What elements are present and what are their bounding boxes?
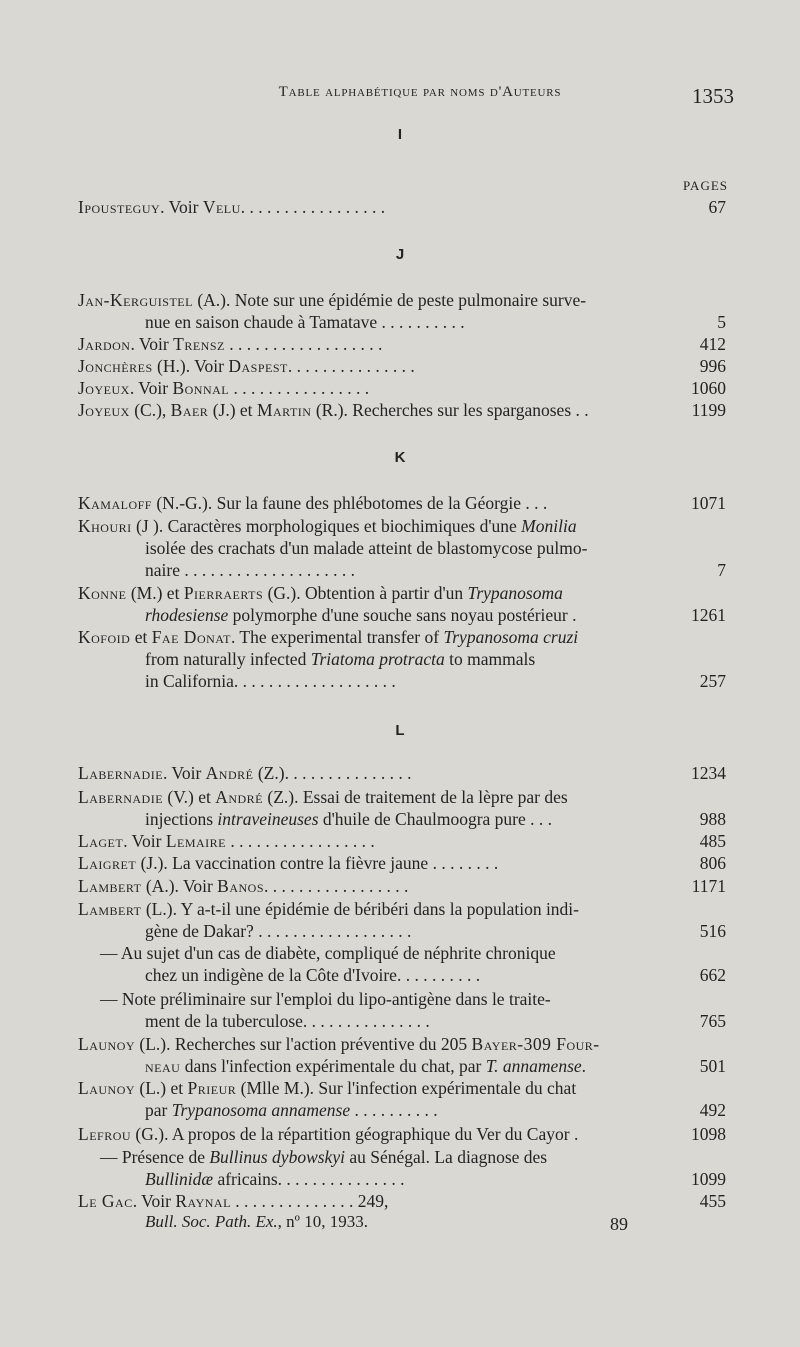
page-ref: 1098 — [691, 1124, 726, 1144]
section-letter-k: K — [394, 449, 406, 466]
entry-le-gac: Le Gac. Voir Raynal . . . . . . . . . . . . . . 249, 455 — [78, 1191, 726, 1211]
entry-labernadie: Labernadie. Voir André (Z.). . . . . . . . . . . . . . . 1234 — [78, 763, 726, 783]
page-ref: 1071 — [691, 493, 726, 513]
entry-laget: Laget. Voir Lemaire . . . . . . . . . . . . . . . . . 485 — [78, 831, 726, 851]
page-ref: 455 — [699, 1191, 726, 1211]
section-letter-j: J — [395, 246, 405, 263]
entry-launoy: Launoy (L.). Recherches sur l'action préventive du 205 Bayer-309 Four- neau dans l'infection expérimentale du chat, par T. annamense. 501 — [78, 1034, 726, 1076]
entry-joyeux-baer-martin: Joyeux (C.), Baer (J.) et Martin (R.). Recherches sur les sparganoses . . 1199 — [78, 400, 726, 420]
page-ref: 485 — [699, 831, 726, 851]
author-name: Launoy — [78, 1078, 136, 1098]
author-name: Jan-Kerguistel — [78, 290, 193, 310]
entry-ipousteguy: Ipousteguy. Voir Velu. . . . . . . . . . . . . . . . . 67 — [78, 197, 726, 217]
journal-name: Bull. Soc. Path. Ex. — [145, 1212, 278, 1231]
page-ref: 516 — [699, 921, 726, 941]
author-name: Ipousteguy — [78, 197, 161, 217]
entry-khouri: Khouri (J ). Caractères morphologiques et biochimiques d'une Monilia isolée des crachats d'un malade atteint de blastomycose pulmo- naire . . . . . . . . . . . . . . . . . . . . 7 — [78, 516, 726, 580]
entry-joncheres: Jonchères (H.). Voir Daspest. . . . . . . . . . . . . . . 996 — [78, 356, 726, 376]
page-ref: 662 — [699, 965, 726, 985]
running-header-title: Table alphabétique par noms d'Auteurs — [278, 84, 562, 100]
author-name: Konne — [78, 583, 127, 603]
page-ref: 5 — [717, 312, 726, 332]
entry-labernadie-andre: Labernadie (V.) et André (Z.). Essai de traitement de la lèpre par des injections intraveineuses d'huile de Chaulmoogra pure . . . 988 — [78, 787, 726, 829]
author-name: Kofoid — [78, 627, 131, 647]
page-ref: 806 — [699, 853, 726, 873]
author-name: Prieur — [187, 1078, 237, 1098]
author-name: Launoy — [78, 1034, 136, 1054]
entry-lefrou: Lefrou (G.). A propos de la répartition géographique du Ver du Cayor . 1098 — [78, 1124, 726, 1144]
page-ref: 1261 — [691, 605, 726, 625]
entry-lambert-a: Lambert (A.). Voir Banos. . . . . . . . . . . . . . . . . 1171 — [78, 876, 726, 896]
page-ref: 1099 — [691, 1169, 726, 1189]
entry-lambert-l: Lambert (L.). Y a-t-il une épidémie de béribéri dans la population indi- gène de Dakar? . . . . . . . . . . . . . . . . . . 516 — [78, 899, 726, 941]
page-ref: 492 — [699, 1100, 726, 1120]
entry-kofoid-fae-donat: Kofoid et Fae Donat. The experimental transfer of Trypanosoma cruzi from naturally infected Triatoma protracta to mammals in California. . . . . . . . . . . . . . . . . . . 257 — [78, 627, 726, 691]
author-name: Labernadie — [78, 763, 164, 783]
author-name: Pierraerts — [183, 583, 264, 603]
author-name: Joyeux — [78, 400, 130, 420]
page-number: 1353 — [692, 84, 734, 108]
page-ref: 765 — [699, 1011, 726, 1031]
entry-lambert-lipo-antigene: — Note préliminaire sur l'emploi du lipo-antigène dans le traite- ment de la tuberculose. . . . . . . . . . . . . . . 765 — [100, 989, 726, 1031]
page-ref: 1171 — [691, 876, 726, 896]
page-ref: 1199 — [691, 400, 726, 420]
pages-column-label: PAGES — [683, 178, 728, 193]
author-name: Lambert — [78, 899, 142, 919]
section-letter-l: L — [395, 722, 405, 739]
entry-lefrou-bullinus: — Présence de Bullinus dybowskyi au Sénégal. La diagnose des Bullinidæ africains. . . . . . . . . . . . . . . 1099 — [100, 1147, 726, 1189]
author-name: André — [215, 787, 264, 807]
entry-joyeux: Joyeux. Voir Bonnal . . . . . . . . . . . . . . . . 1060 — [78, 378, 726, 398]
entry-laigret: Laigret (J.). La vaccination contre la fièvre jaune . . . . . . . . 806 — [78, 853, 726, 873]
cross-reference: Bonnal — [172, 378, 230, 398]
author-name: Le Gac — [78, 1191, 133, 1211]
author-name: Martin — [256, 400, 312, 420]
page-ref: 257 — [699, 671, 726, 691]
author-name: Labernadie — [78, 787, 164, 807]
entry-launoy-prieur: Launoy (L.) et Prieur (Mlle M.). Sur l'infection expérimentale du chat par Trypanosoma annamense . . . . . . . . . . 492 — [78, 1078, 726, 1120]
author-name: Baer — [170, 400, 209, 420]
cross-reference: Daspest — [228, 356, 288, 376]
author-name: Jardon — [78, 334, 131, 354]
journal-issue: , nº 10, 1933. — [277, 1212, 368, 1231]
author-name: Khouri — [78, 516, 132, 536]
author-name: Jonchères — [78, 356, 153, 376]
page-ref: 1234 — [691, 763, 726, 783]
journal-footer — [145, 1212, 368, 1232]
entry-lambert-diabete: — Au sujet d'un cas de diabète, compliqué de néphrite chronique chez un indigène de la Côte d'Ivoire. . . . . . . . . . 662 — [100, 943, 726, 985]
signature-mark: 89 — [610, 1214, 628, 1234]
cross-reference: Lemaire — [165, 831, 227, 851]
cross-reference: Velu — [202, 197, 241, 217]
page-ref: 1060 — [691, 378, 726, 398]
entry-konne-pierraerts: Konne (M.) et Pierraerts (G.). Obtention à partir d'un Trypanosoma rhodesiense polymorphe d'une souche sans noyau postérieur . 1261 — [78, 583, 726, 625]
entry-kamaloff: Kamaloff (N.-G.). Sur la faune des phlébotomes de la Géorgie . . . 1071 — [78, 493, 726, 513]
cross-reference: Banos — [217, 876, 265, 896]
author-name: Lambert — [78, 876, 142, 896]
page-ref: 7 — [717, 560, 726, 580]
page-ref: 412 — [699, 334, 726, 354]
author-name: Joyeux — [78, 378, 130, 398]
page-ref: 988 — [699, 809, 726, 829]
cross-reference: Raynal — [175, 1191, 231, 1211]
section-letter-i: I — [397, 126, 403, 143]
page-ref: 501 — [699, 1056, 726, 1076]
author-name: Fae Donat — [151, 627, 231, 647]
cross-reference: Trensz — [173, 334, 225, 354]
author-name: Kamaloff — [78, 493, 152, 513]
author-name: Lefrou — [78, 1124, 132, 1144]
page-ref: 996 — [699, 356, 726, 376]
author-name: Laigret — [78, 853, 137, 873]
entry-jardon: Jardon. Voir Trensz . . . . . . . . . . . . . . . . . . 412 — [78, 334, 726, 354]
author-name: Laget — [78, 831, 124, 851]
page-ref: 67 — [708, 197, 726, 217]
entry-jan-kerguistel: Jan-Kerguistel (A.). Note sur une épidémie de peste pulmonaire surve- nue en saison chaude à Tamatave . . . . . . . . . . 5 — [78, 290, 726, 332]
cross-reference: André — [205, 763, 254, 783]
